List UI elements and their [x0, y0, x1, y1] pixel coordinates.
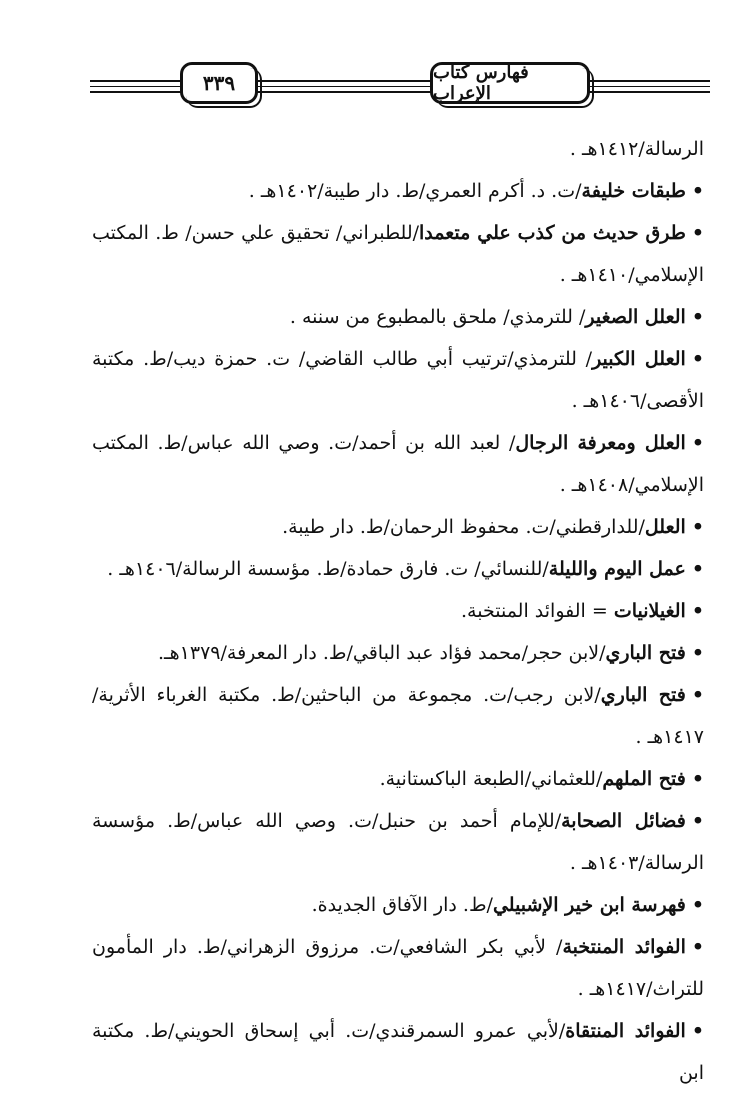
bullet-icon: • [691, 810, 704, 832]
entry-details: / لأبي بكر الشافعي/ت. مرزوق الزهراني/ط. دار المأمون للتراث/١٤١٧هـ . [92, 936, 704, 1000]
list-item [92, 1010, 704, 1094]
list-item [92, 296, 704, 338]
entry-details: / للترمذي/ترتيب أبي طالب القاضي/ ت. حمزة ديب/ط. مكتبة الأقصى/١٤٠٦هـ . [92, 348, 704, 412]
entry-title: طرق حديث من كذب علي متعمدا [419, 222, 686, 244]
list-item [92, 170, 704, 212]
entry-details: = الفوائد المنتخبة. [461, 600, 614, 622]
bullet-icon: • [691, 432, 704, 454]
book-title: فهارس كتاب الإعراب [433, 62, 529, 104]
bullet-icon: • [691, 768, 704, 790]
entry-details: / لعبد الله بن أحمد/ت. وصي الله عباس/ط. المكتب الإسلامي/١٤٠٨هـ . [92, 432, 704, 496]
list-item [92, 884, 704, 926]
book-title-box [430, 62, 590, 104]
entry-details: /للدارقطني/ت. محفوظ الرحمان/ط. دار طيبة. [282, 516, 645, 538]
entry-details: /للطبراني/ تحقيق علي حسن/ ط. المكتب الإسلامي/١٤١٠هـ . [92, 222, 704, 286]
bibliography-body [92, 128, 704, 1094]
list-item [92, 590, 704, 632]
entry-details: /لابن رجب/ت. مجموعة من الباحثين/ط. مكتبة الغرباء الأثرية/١٤١٧هـ . [92, 684, 704, 748]
page-header [0, 0, 750, 120]
list-item [92, 800, 704, 884]
entry-title: عمل اليوم والليلة [548, 558, 686, 580]
entry-title: العلل [644, 516, 686, 538]
list-item [92, 674, 704, 758]
entry-title: الفوائد المنتخبة [562, 936, 686, 958]
entry-title: الغيلانيات [613, 600, 686, 622]
entry-title: العلل الكبير [592, 348, 686, 370]
entry-details: /لأبي عمرو السمرقندي/ت. أبي إسحاق الحويني/ط. مكتبة ابن [92, 1020, 704, 1084]
bullet-icon: • [691, 684, 704, 706]
page-number-box [180, 62, 258, 104]
entry-title: العلل الصغير [585, 306, 686, 328]
list-item [92, 422, 704, 506]
bullet-icon: • [691, 894, 704, 916]
list-item [92, 506, 704, 548]
list-item [92, 926, 704, 1010]
entry-title: الفوائد المنتقاة [565, 1020, 686, 1042]
lead-line [92, 128, 704, 170]
bullet-icon: • [691, 516, 704, 538]
entry-details: /للنسائي/ ت. فارق حمادة/ط. مؤسسة الرسالة/١٤٠٦هـ . [107, 558, 549, 580]
bullet-icon: • [691, 180, 704, 202]
bullet-icon: • [691, 222, 704, 244]
list-item [92, 758, 704, 800]
entry-title: العلل ومعرفة الرجال [515, 432, 686, 454]
bullet-icon: • [691, 348, 704, 370]
bullet-icon: • [691, 936, 705, 958]
entry-title: طبقات خليفة [581, 180, 686, 202]
bullet-icon: • [691, 642, 704, 664]
entry-title: فضائل الصحابة [561, 810, 686, 832]
page-number: ٣٣٩ [202, 71, 236, 95]
entry-details: /ط. دار الآفاق الجديدة. [311, 894, 493, 916]
entry-title: فتح الباري [600, 684, 686, 706]
entry-details: /للإمام أحمد بن حنبل/ت. وصي الله عباس/ط. مؤسسة الرسالة/١٤٠٣هـ . [92, 810, 704, 874]
list-item [92, 212, 704, 296]
entry-details: /ت. د. أكرم العمري/ط. دار طيبة/١٤٠٢هـ . [248, 180, 582, 202]
entry-title: فتح الباري [605, 642, 686, 664]
bullet-icon: • [691, 558, 704, 580]
list-item [92, 338, 704, 422]
bullet-icon: • [691, 1020, 704, 1042]
entry-details: / للترمذي/ ملحق بالمطبوع من سننه . [289, 306, 586, 328]
lead-line-text: الرسالة/١٤١٢هـ . [569, 138, 704, 160]
list-item [92, 548, 704, 590]
entry-title: فهرسة ابن خير الإشبيلي [492, 894, 686, 916]
bullet-icon: • [691, 306, 704, 328]
list-item [92, 632, 704, 674]
entry-title: فتح الملهم [602, 768, 686, 790]
entry-details: /للعثماني/الطبعة الباكستانية. [379, 768, 603, 790]
bullet-icon: • [691, 600, 704, 622]
entry-details: /لابن حجر/محمد فؤاد عبد الباقي/ط. دار المعرفة/١٣٧٩هـ. [158, 642, 606, 664]
